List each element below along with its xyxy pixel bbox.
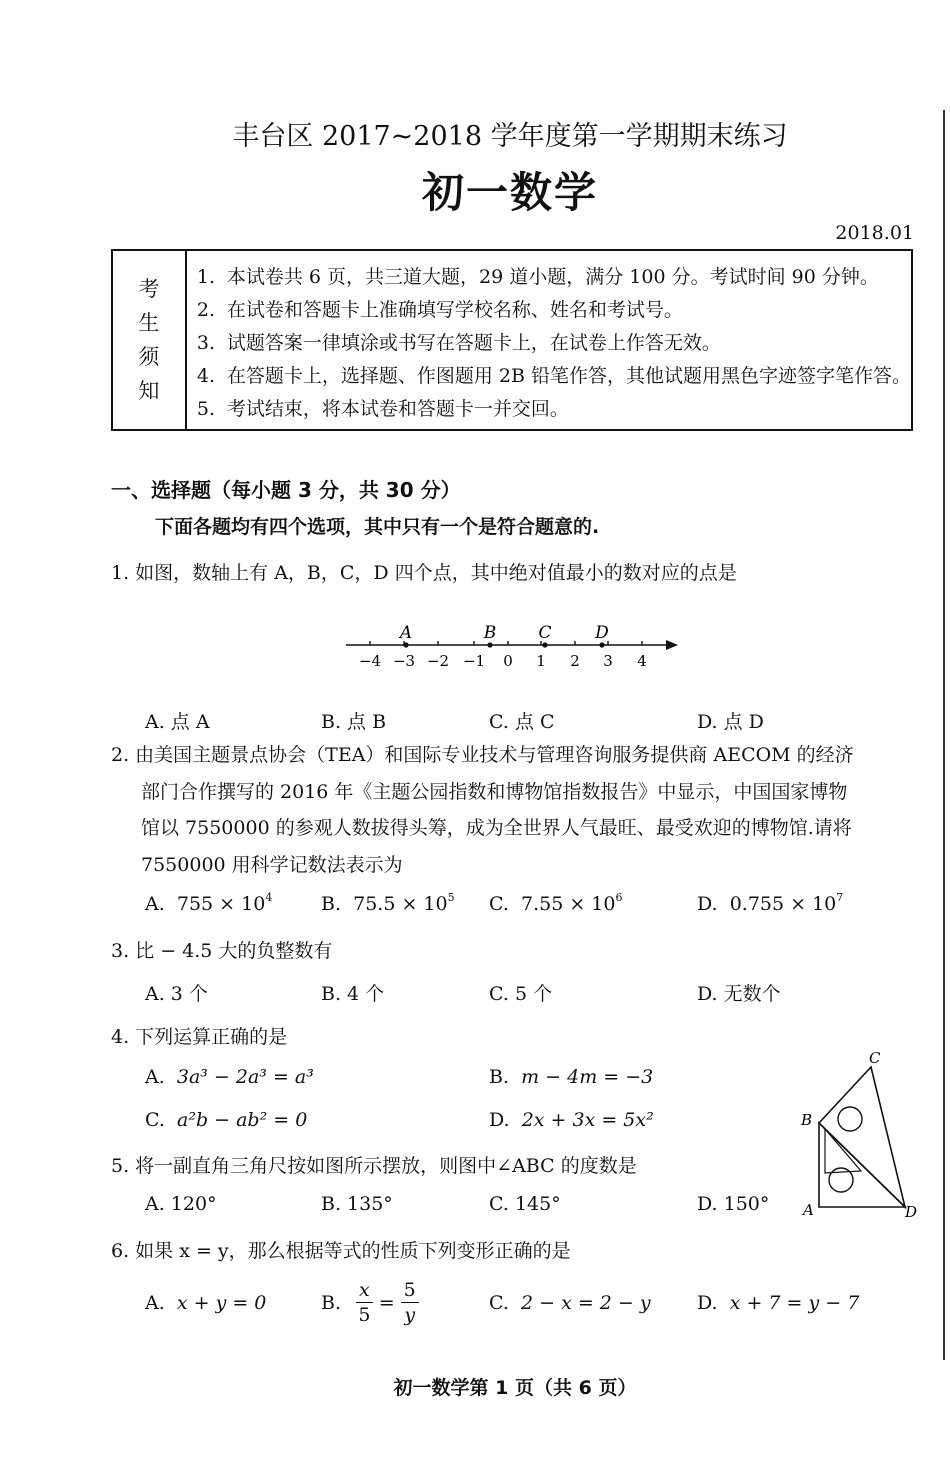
option-expression: 3a³ − 2a³ = a³ — [176, 1066, 314, 1088]
page-edge-rule — [943, 110, 945, 1360]
number-line-tick-label: −4 — [358, 652, 382, 670]
number-line-point-label: A — [399, 623, 413, 643]
q2-option-d — [697, 893, 843, 915]
q4-option-d — [489, 1109, 654, 1131]
q4-option-c — [145, 1109, 307, 1131]
option-expression: a²b − ab² = 0 — [177, 1109, 308, 1131]
q2-option-b — [321, 893, 455, 915]
upper-ruler-hole — [838, 1107, 862, 1131]
option-label: A. — [145, 1292, 165, 1314]
notice-item-text: 试题答案一律填涂或书写在答题卡上，在试卷上作答无效。 — [226, 332, 721, 354]
option-label: C. — [145, 1109, 165, 1131]
figure-label-a: A — [803, 1201, 814, 1219]
notice-label — [113, 251, 187, 429]
notice-item — [197, 393, 911, 426]
option-label: B. — [321, 1292, 342, 1314]
q4-option-b — [489, 1066, 653, 1088]
q5-option-c: C. 145° — [489, 1193, 561, 1215]
q2-option-c — [489, 893, 622, 915]
number-line-tick-label: 4 — [637, 652, 647, 670]
q6-option-a — [145, 1292, 266, 1314]
notice-label-char: 生 — [138, 311, 160, 335]
question-2-line: 7550000 用科学记数法表示为 — [141, 853, 403, 876]
fraction-denominator: 5 — [358, 1304, 371, 1326]
option-label: D. — [697, 1292, 718, 1314]
number-line-point — [599, 642, 604, 647]
notice-item-number: 5. — [196, 398, 215, 420]
notice-item-text: 在试卷和答题卡上准确填写学校名称、姓名和考试号。 — [226, 299, 683, 321]
number-line-tick-label: 3 — [603, 652, 613, 670]
q5-option-d: D. 150° — [697, 1193, 770, 1215]
q3-option-a: A. 3 个 — [145, 983, 208, 1005]
lower-ruler-inner-edge — [825, 1129, 861, 1173]
notice-label-char: 知 — [138, 379, 160, 403]
number-line-tick-label: 2 — [570, 652, 580, 670]
option-label: C. — [489, 893, 509, 915]
option-label: B. — [321, 893, 342, 915]
question-2-line: 馆以 7550000 的参观人数拔得头筹，成为全世界人气最旺、最受欢迎的博物馆.请将 — [141, 817, 852, 839]
question-6-stem: 6. 如果 x = y，那么根据等式的性质下列变形正确的是 — [111, 1240, 571, 1262]
number-line-tick-label: −3 — [392, 652, 416, 670]
q6-option-b — [321, 1292, 341, 1314]
exam-date: 2018.01 — [835, 222, 914, 244]
number-line-point-label: D — [595, 623, 609, 643]
number-line-point-label: B — [483, 623, 497, 643]
notice-box — [111, 249, 913, 431]
page-footer: 初一数学第 1 页（共 6 页） — [393, 1377, 637, 1399]
notice-items — [187, 251, 911, 429]
option-expression: x + y = 0 — [176, 1292, 267, 1314]
q6-option-c — [489, 1292, 651, 1314]
notice-item-text: 在答题卡上，选择题、作图题用 2B 铅笔作答，其他试题用黑色字迹签字笔作答。 — [226, 365, 911, 387]
number-line-point — [403, 642, 408, 647]
option-label: D. — [697, 893, 718, 915]
section-title: 一、选择题（每小题 3 分，共 30 分） — [111, 478, 461, 502]
notice-item-text: 考试结束，将本试卷和答题卡一并交回。 — [226, 398, 569, 420]
notice-label-char: 考 — [138, 277, 160, 301]
question-4-stem: 4. 下列运算正确的是 — [111, 1026, 288, 1048]
figure-label-c: C — [869, 1049, 881, 1067]
section-instruction: 下面各题均有四个选项，其中只有一个是符合题意的. — [155, 516, 600, 538]
option-expression: 2 − x = 2 − y — [521, 1292, 651, 1314]
fraction-numerator: x — [356, 1278, 373, 1303]
option-exponent: 5 — [447, 891, 455, 904]
number-line-points — [398, 623, 609, 648]
notice-label-char: 须 — [138, 345, 160, 369]
option-label: A. — [145, 1066, 165, 1088]
number-line-point-label: C — [538, 623, 552, 643]
fraction-denominator: y — [404, 1304, 416, 1326]
q6-option-d — [697, 1292, 859, 1314]
notice-item-number: 3. — [196, 332, 215, 354]
figure-label-b: B — [801, 1111, 813, 1129]
exam-subject: 初一数学 — [421, 168, 598, 217]
number-line-tick-label: −1 — [462, 652, 486, 670]
q3-option-d: D. 无数个 — [697, 983, 781, 1005]
q2-option-a — [145, 893, 272, 915]
equals-sign: = — [378, 1291, 395, 1314]
figure-label-d: D — [905, 1203, 918, 1220]
q4-option-a — [145, 1066, 314, 1088]
option-expression: m − 4m = −3 — [521, 1066, 654, 1088]
q3-option-b: B. 4 个 — [321, 983, 385, 1005]
fraction-right — [401, 1278, 419, 1327]
notice-item-text: 本试卷共 6 页，共三道大题，29 道小题，满分 100 分。考试时间 90 分钟。 — [226, 266, 879, 288]
q1-option-b: B. 点 B — [321, 711, 387, 733]
number-line-arrow — [666, 640, 678, 650]
q5-option-a: A. 120° — [145, 1193, 217, 1215]
q5-option-b: B. 135° — [321, 1193, 393, 1215]
option-exponent: 4 — [265, 891, 273, 904]
option-expression: x + 7 = y − 7 — [729, 1292, 860, 1314]
fraction-numerator: 5 — [401, 1278, 419, 1303]
question-5-stem: 5. 将一副直角三角尺按如图所示摆放，则图中∠ABC 的度数是 — [111, 1155, 637, 1177]
option-exponent: 7 — [836, 891, 844, 904]
question-1-stem: 1. 如图，数轴上有 A，B，C，D 四个点，其中绝对值最小的数对应的点是 — [111, 562, 737, 584]
q1-option-a: A. 点 A — [145, 711, 210, 733]
option-exponent: 6 — [615, 891, 623, 904]
fraction-left — [356, 1278, 373, 1327]
option-label: C. — [489, 1292, 509, 1314]
notice-item — [197, 327, 911, 360]
notice-item — [197, 261, 911, 294]
question-2-line: 部门合作撰写的 2016 年《主题公园指数和博物馆指数报告》中显示，中国国家博物 — [141, 780, 848, 803]
q1-option-d: D. 点 D — [697, 711, 764, 733]
notice-item-number: 1. — [196, 266, 215, 288]
number-line-point — [487, 642, 492, 647]
question-3-stem: 3. 比 − 4.5 大的负整数有 — [111, 940, 333, 962]
notice-item — [197, 294, 911, 327]
q1-option-c: C. 点 C — [489, 711, 555, 733]
notice-item-number: 4. — [196, 365, 215, 387]
option-expression: 2x + 3x = 5x² — [521, 1109, 654, 1131]
notice-item-number: 2. — [196, 299, 215, 321]
question-2-line: 2. 由美国主题景点协会（TEA）和国际专业技术与管理咨询服务提供商 AECOM 的经济 — [111, 744, 854, 766]
q3-option-c: C. 5 个 — [489, 983, 553, 1005]
number-line-tick-label: 0 — [503, 652, 513, 670]
option-base: 75.5 × 10 — [353, 893, 448, 915]
exam-title: 丰台区 2017~2018 学年度第一学期期末练习 — [232, 121, 788, 152]
option-base: 0.755 × 10 — [729, 893, 837, 915]
option-label: A. — [145, 893, 165, 915]
option-base: 755 × 10 — [176, 893, 266, 915]
q6-option-b-equation — [356, 1278, 419, 1327]
number-line-figure — [340, 618, 685, 676]
number-line-tick-label: 1 — [536, 652, 546, 670]
number-line-point — [542, 642, 547, 647]
option-label: B. — [489, 1066, 510, 1088]
notice-item — [197, 360, 911, 393]
option-label: D. — [489, 1109, 510, 1131]
number-line-tick-label: −2 — [426, 652, 450, 670]
triangle-rulers-figure — [795, 1045, 925, 1220]
question-2-stem — [111, 737, 916, 883]
option-base: 7.55 × 10 — [521, 893, 616, 915]
